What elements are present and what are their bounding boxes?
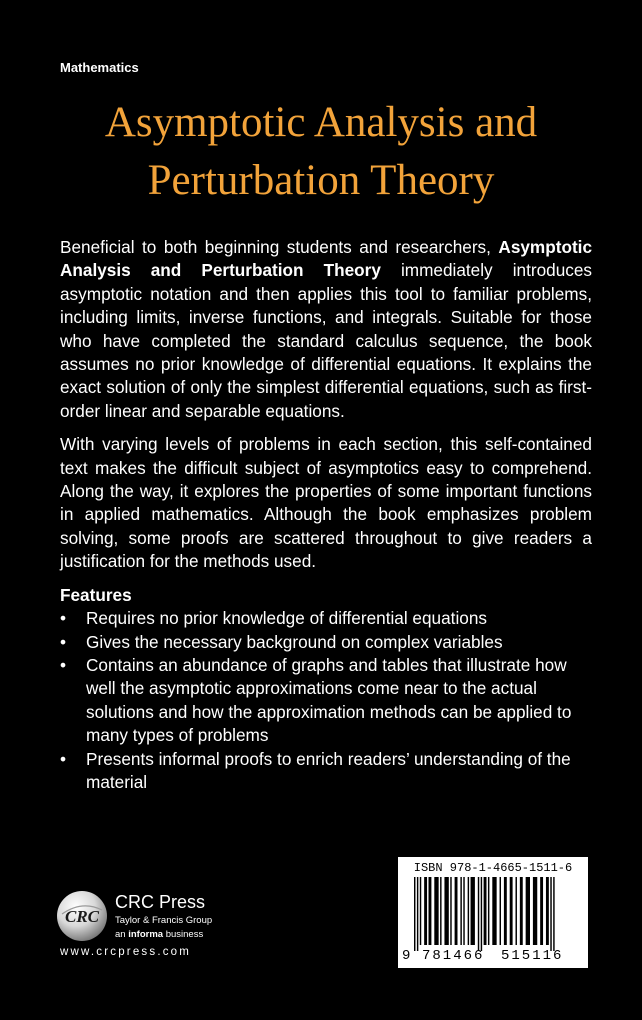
barcode-bar [471, 877, 475, 945]
ean-first-digit: 9 [402, 948, 411, 964]
features-list [60, 607, 592, 794]
barcode-bar [455, 877, 458, 945]
barcode-bar [450, 877, 451, 945]
title-line-2: Perturbation Theory [147, 157, 495, 204]
ean-left-group: 781466 [422, 948, 485, 964]
publisher-name: CRC Press [115, 892, 206, 912]
barcode-bar [516, 877, 517, 945]
barcode-bar [468, 877, 469, 945]
description-intro: Beneficial to both beginning students and researchers, [60, 237, 499, 257]
features-heading: Features [60, 584, 132, 605]
barcode-bar [550, 877, 551, 951]
isbn-number: ISBN 978-1-4665-1511-6 [413, 861, 573, 875]
feature-item: • Presents informal proofs to enrich readers’ understanding of the material [60, 748, 592, 795]
informa-prefix: an [115, 929, 129, 940]
barcode-bar [414, 877, 415, 951]
barcode-bar [526, 877, 530, 945]
barcode-bar [488, 877, 489, 945]
barcode-bar [440, 877, 441, 945]
informa-bold: informa [128, 929, 164, 940]
barcode-bar [417, 877, 418, 951]
barcode-bar [429, 877, 432, 945]
feature-item: • Gives the necessary background on complex variables [60, 631, 592, 654]
publisher-url: www.crcpress.com [60, 946, 192, 958]
back-cover-text [60, 236, 592, 794]
description-paragraph-1 [60, 236, 592, 423]
feature-item: • Requires no prior knowledge of differential equations [60, 607, 592, 630]
title-line-1: Asymptotic Analysis and [104, 99, 538, 146]
barcode-bar [510, 877, 513, 945]
barcode-bar [504, 877, 507, 945]
category-label: Mathematics [60, 60, 139, 75]
barcode-bar [520, 877, 523, 945]
publisher-group: Taylor & Francis Group [115, 915, 213, 926]
barcode-bar [478, 877, 479, 951]
crc-press-logo [56, 890, 108, 942]
publisher-block [56, 890, 246, 970]
barcode-bar [424, 877, 427, 945]
description-paragraph-2: With varying levels of problems in each section, this self-contained text makes the difficult subject of asymptotics easy to comprehend. Along the way, it explores the properties of some important functions in applied mathematics. Although the book emphasizes problem solving, some proofs are scattered throughout to give readers a justification for the methods used. [60, 434, 592, 572]
barcode-bar [444, 877, 448, 945]
barcode-bars [412, 877, 576, 951]
barcode-bar [553, 877, 554, 951]
barcode-bar [540, 877, 543, 945]
crc-logo-text: CRC [64, 907, 100, 926]
barcode-bar [546, 877, 549, 945]
feature-item: • Contains an abundance of graphs and tables that illustrate how well the asymptotic approximations come near to the actual solutions and how the approximation methods can be applied to many types of problems [60, 654, 592, 748]
barcode-bar [533, 877, 537, 945]
barcode-bar [481, 877, 482, 951]
ean-right-group: 515116 [501, 948, 564, 964]
description-rest: immediately introduces asymptotic notation and then applies this tool to familiar problems, including limits, inverse functions, and integrals. Suitable for those who have completed the standard calculus sequence, the book assumes no prior knowledge of differential equations. It explains the exact solution of only the simplest differential equations, such as first-order linear and separable equations. [60, 260, 593, 421]
informa-suffix: business [163, 929, 204, 940]
book-title [0, 94, 642, 210]
barcode-bar [492, 877, 496, 945]
publisher-informa [115, 929, 203, 940]
barcode-bar [434, 877, 438, 945]
isbn-barcode [398, 857, 588, 968]
barcode-bar [420, 877, 421, 945]
barcode-bar [460, 877, 461, 945]
barcode-bar [500, 877, 501, 945]
barcode-bar [484, 877, 487, 945]
description-book-title: Asymptotic Analysis and Perturbation Theory [60, 237, 592, 281]
barcode-bar [463, 877, 464, 945]
